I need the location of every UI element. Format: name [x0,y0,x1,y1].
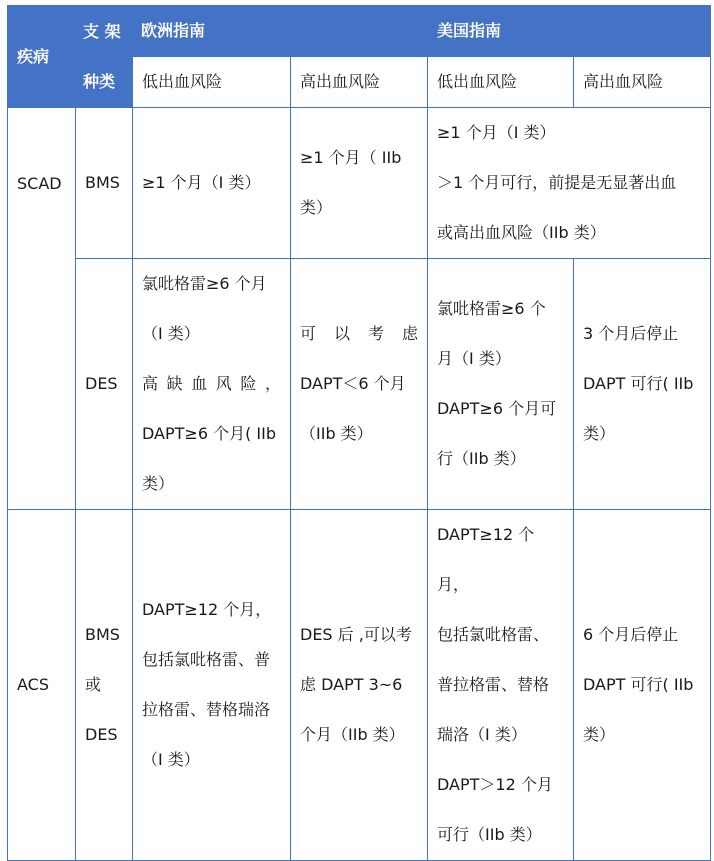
cell-text: 6 个月后停止 [583,625,679,644]
cell-text: 类） [583,725,616,744]
cell-text: 类） [300,198,333,217]
cell-text: 月（I 类） [437,349,511,368]
cell-text: 个月（IIb 类） [300,725,405,744]
cell-text: ≥1 个月（I 类） [437,123,556,142]
header-stent-type-line2: 种类 [83,71,116,91]
cell-stent [76,259,133,510]
cell-eu-high [291,510,428,861]
disease-label: SCAD [17,173,62,193]
cell-text: 可行（IIb 类） [437,825,542,844]
cell-us-low [428,510,574,861]
cell-stent [76,510,133,861]
cell-text: DES 后 ,可以考 [300,625,412,644]
cell-text: 行（IIb 类） [437,449,526,468]
cell-text: DAPT＞12 个月 [437,775,553,794]
disease-label: ACS [17,675,49,694]
cell-disease [8,510,76,861]
header-eu-low-bleeding-risk: 低出血风险 [133,57,291,108]
cell-text: 高 缺 血 风 险 ， [142,374,281,393]
cell-text: 拉格雷、替格瑞洛 [142,700,271,719]
cell-us-high [574,510,711,861]
cell-text: ＞1 个月可行，前提是无显著出血 [437,173,677,192]
cell-text: （I 类） [142,324,200,343]
header-disease [8,6,76,108]
cell-text: DAPT≥6 个月可 [437,399,557,418]
cell-text: 3 个月后停止 [583,324,679,343]
header-eu-high-bleeding-risk: 高出血风险 [291,57,428,108]
header-us-high-bleeding-risk: 高出血风险 [574,57,711,108]
cell-text: 普拉格雷、替格 [437,675,550,694]
cell-text: 瑞洛（I 类） [437,725,527,744]
cell-text: 包括氯吡格雷、 [437,625,550,644]
cell-text: 虑 DAPT 3~6 [300,675,403,694]
table-row-scad-des [8,259,711,510]
cell-text: DAPT 可行( IIb [583,374,694,393]
dapt-guideline-table [7,5,711,861]
cell-text: （I 类） [142,750,200,769]
cell-text: ≥1 个月（ IIb [300,148,402,167]
table-row-acs [8,510,711,861]
cell-stent [76,108,133,259]
stent-label: BMS [85,625,120,644]
stent-label: DES [85,374,118,393]
header-stent-type [76,6,133,108]
cell-text: DAPT 可行( IIb [583,675,694,694]
cell-text: 包括氯吡格雷、普 [142,650,271,669]
header-usa-guideline: 美国指南 [428,6,711,57]
header-stent-type-line1: 支 架 [83,21,121,41]
header-europe-guideline: 欧洲指南 [133,6,428,57]
cell-us-high [574,259,711,510]
stent-label: DES [85,725,118,744]
cell-text: DAPT≥6 个月( IIb [142,424,277,443]
cell-text: DAPT＜6 个月 [300,374,406,393]
stent-label: 或 [85,675,102,694]
cell-us-merged [428,108,711,259]
header-disease-label: 疾病 [17,46,50,66]
header-row-1 [8,6,711,57]
cell-eu-low [133,510,291,861]
cell-text: 或高出血风险（IIb 类） [437,223,606,242]
cell-eu-high [291,108,428,259]
cell-us-low [428,259,574,510]
cell-text: 可 以 考 虑 [300,324,419,343]
cell-text: DAPT≥12 个月， [437,525,535,594]
cell-text: 类） [142,474,175,493]
cell-text: 类） [583,424,616,443]
cell-text: （IIb 类） [300,424,373,443]
stent-label: BMS [85,173,120,192]
header-us-low-bleeding-risk: 低出血风险 [428,57,574,108]
cell-text: 氯吡格雷≥6 个 [437,299,546,318]
cell-text: ≥1 个月（I 类） [142,173,261,192]
cell-eu-high [291,259,428,510]
cell-eu-low [133,259,291,510]
cell-disease [8,108,76,510]
table-row-scad-bms [8,108,711,259]
cell-text: 氯吡格雷≥6 个月 [142,274,267,293]
cell-text: DAPT≥12 个月， [142,600,272,619]
cell-eu-low [133,108,291,259]
